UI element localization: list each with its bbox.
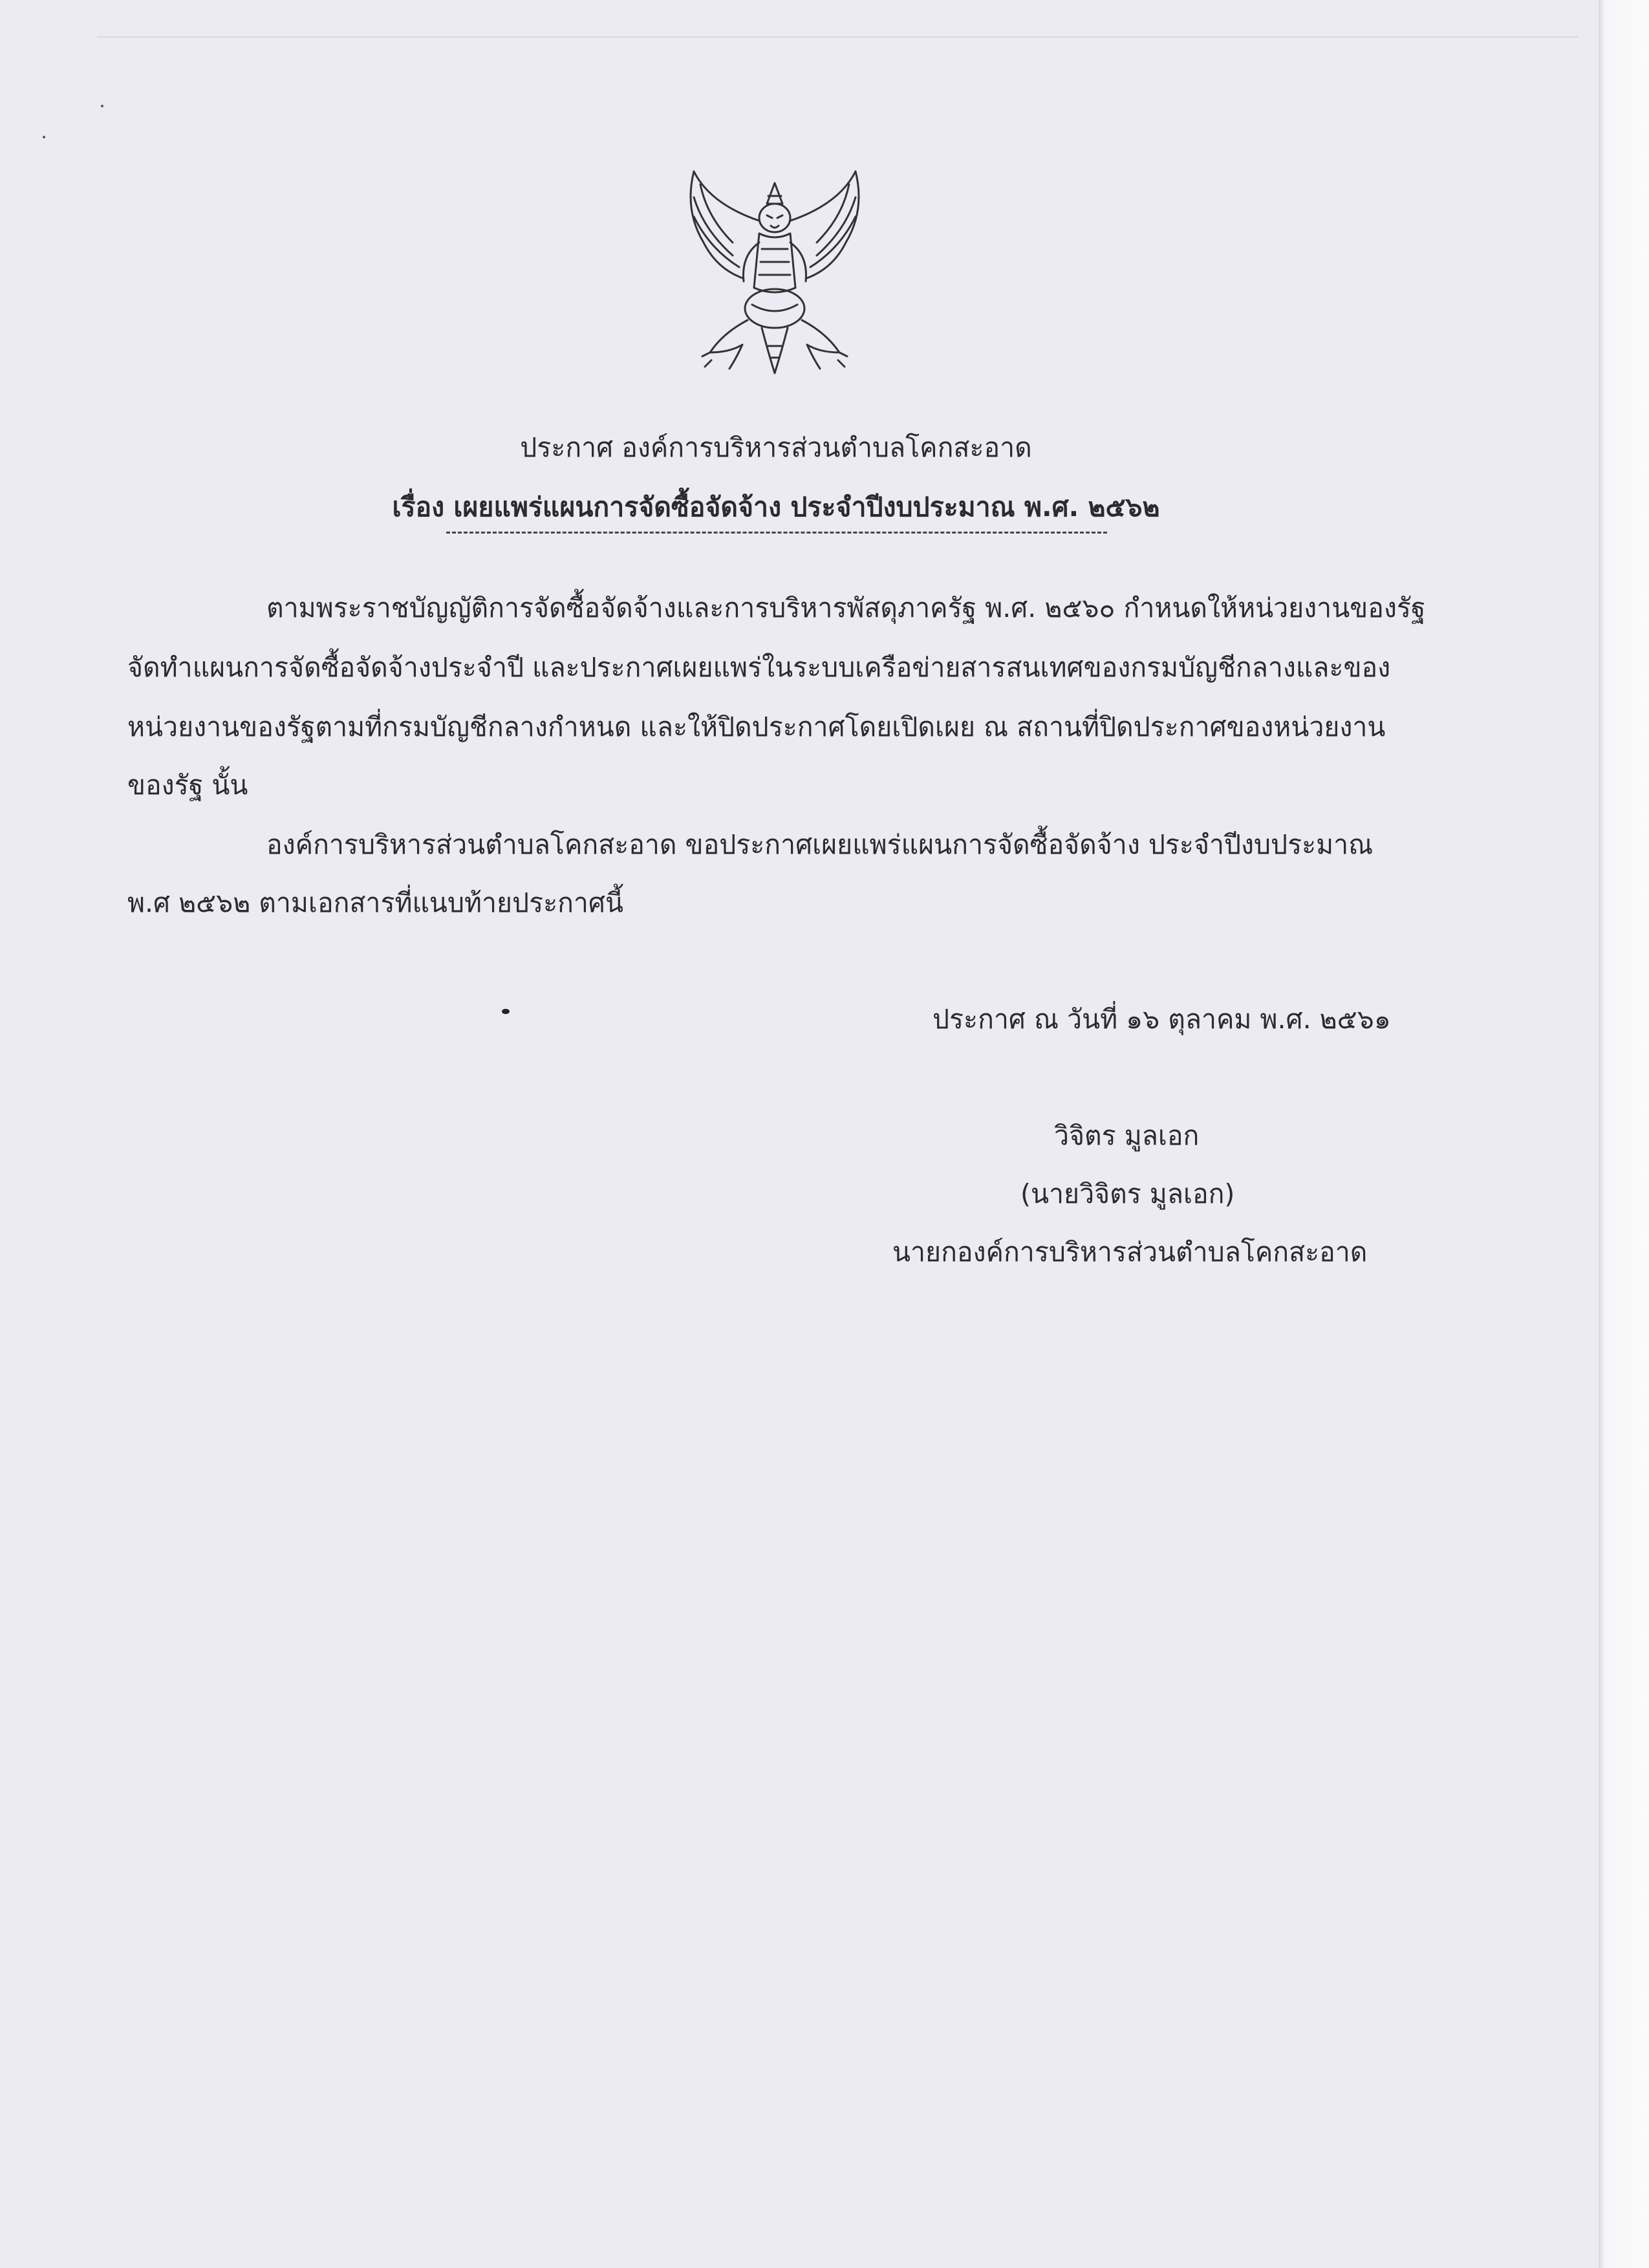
scan-speck — [101, 105, 103, 107]
signer-position: นายกองค์การบริหารส่วนตำบลโคกสะอาด — [892, 1237, 1368, 1268]
body-line: หน่วยงานของรัฐตามที่กรมบัญชีกลางกำหนด และให้ปิดประกาศโดยเปิดเผย ณ สถานที่ปิดประกาศของหน่วยงาน — [127, 711, 1386, 742]
signer-name: (นายวิจิตร มูลเอก) — [1020, 1178, 1235, 1209]
garuda-emblem-icon — [671, 158, 878, 385]
body-line: จัดทำแผนการจัดซื้อจัดจ้างประจำปี และประกาศเผยแพร่ในระบบเครือข่ายสารสนเทศของกรมบัญชีกลางและของ — [127, 652, 1391, 683]
announcement-date: ประกาศ ณ วันที่ ๑๖ ตุลาคม พ.ศ. ๒๕๖๑ — [932, 1004, 1391, 1035]
announcement-subject: เรื่อง เผยแพร่แผนการจัดซื้อจัดจ้าง ประจำปีงบประมาณ พ.ศ. ๒๕๖๒ — [392, 491, 1160, 523]
body-line: ตามพระราชบัญญัติการจัดซื้อจัดจ้างและการบริหารพัสดุภาครัฐ พ.ศ. ๒๕๖๐ กำหนดให้หน่วยงานของรัฐ — [266, 592, 1426, 623]
title-divider — [446, 532, 1107, 534]
body-line: องค์การบริหารส่วนตำบลโคกสะอาด ขอประกาศเผยแพร่แผนการจัดซื้อจัดจ้าง ประจำปีงบประมาณ — [266, 829, 1374, 860]
body-line: ของรัฐ นั้น — [127, 770, 248, 801]
page-edge — [1599, 0, 1649, 2268]
announcement-title: ประกาศ องค์การบริหารส่วนตำบลโคกสะอาด — [520, 432, 1032, 463]
signature: วิจิตร มูลเอก — [1054, 1120, 1200, 1151]
scan-top-line — [97, 36, 1578, 38]
scan-speck — [43, 136, 45, 138]
body-line: พ.ศ ๒๕๖๒ ตามเอกสารที่แนบท้ายประกาศนี้ — [127, 887, 624, 918]
scan-speck — [502, 1009, 510, 1014]
